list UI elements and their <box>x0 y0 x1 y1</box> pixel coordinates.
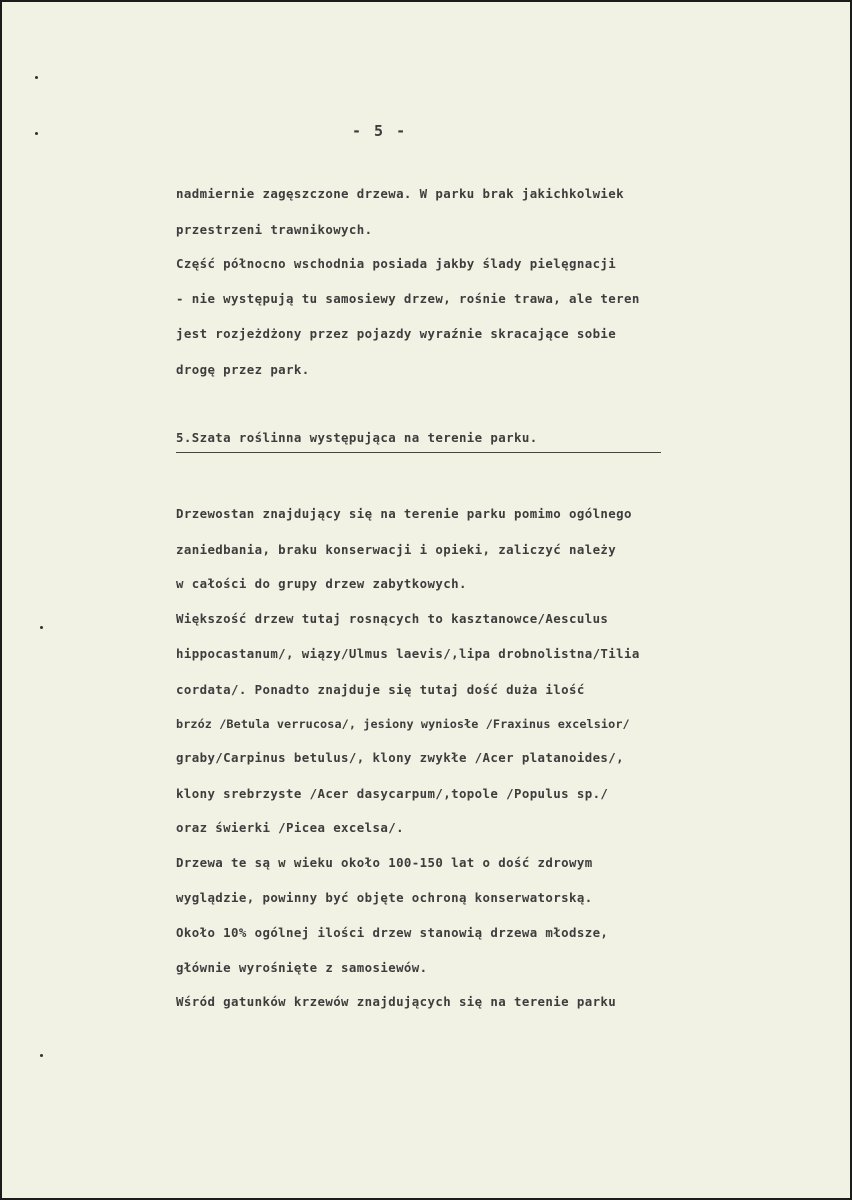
body-line: Wśród gatunków krzewów znajdujących się na terenie parku <box>176 994 617 1009</box>
body-line: wyglądzie, powinny być objęte ochroną konserwatorską. <box>176 890 593 905</box>
body-line: Około 10% ogólnej ilości drzew stanowią drzewa młodsze, <box>176 925 609 940</box>
section-heading: 5.Szata roślinna występująca na terenie parku. <box>176 430 661 453</box>
binder-mark <box>40 1054 43 1057</box>
body-line: Drzewostan znajdujący się na terenie parku pomimo ogólnego <box>176 506 632 521</box>
body-line: brzóz /Betula verrucosa/, jesiony wyniosłe /Fraxinus excelsior/ <box>176 717 630 731</box>
intro-line: jest rozjeżdżony przez pojazdy wyraźnie skracające sobie <box>176 326 617 341</box>
binder-mark <box>35 76 38 79</box>
body-line: głównie wyrośnięte z samosiewów. <box>176 960 428 975</box>
intro-line: Część północno wschodnia posiada jakby ślady pielęgnacji <box>176 256 617 271</box>
body-line: cordata/. Ponadto znajduje się tutaj dość duża ilość <box>176 682 585 697</box>
body-line: zaniedbania, braku konserwacji i opieki, zaliczyć należy <box>176 542 617 557</box>
intro-line: - nie występują tu samosiewy drzew, rośnie trawa, ale teren <box>176 291 640 306</box>
body-line: oraz świerki /Picea excelsa/. <box>176 820 404 835</box>
intro-line: nadmiernie zagęszczone drzewa. W parku brak jakichkolwiek <box>176 186 625 201</box>
intro-line: drogę przez park. <box>176 362 310 377</box>
page-number: - 5 - <box>352 122 408 140</box>
binder-mark <box>40 626 43 629</box>
body-line: hippocastanum/, wiązy/Ulmus laevis/,lipa drobnolistna/Tilia <box>176 646 640 661</box>
body-line: klony srebrzyste /Acer dasycarpum/,topole /Populus sp./ <box>176 786 609 801</box>
intro-line: przestrzeni trawnikowych. <box>176 222 373 237</box>
body-line: Większość drzew tutaj rosnących to kasztanowce/Aesculus <box>176 611 609 626</box>
body-line: Drzewa te są w wieku około 100-150 lat o dość zdrowym <box>176 855 593 870</box>
body-line: graby/Carpinus betulus/, klony zwykłe /Acer platanoides/, <box>176 750 625 765</box>
binder-mark <box>35 132 38 135</box>
body-line: w całości do grupy drzew zabytkowych. <box>176 576 467 591</box>
document-page <box>2 2 850 1198</box>
